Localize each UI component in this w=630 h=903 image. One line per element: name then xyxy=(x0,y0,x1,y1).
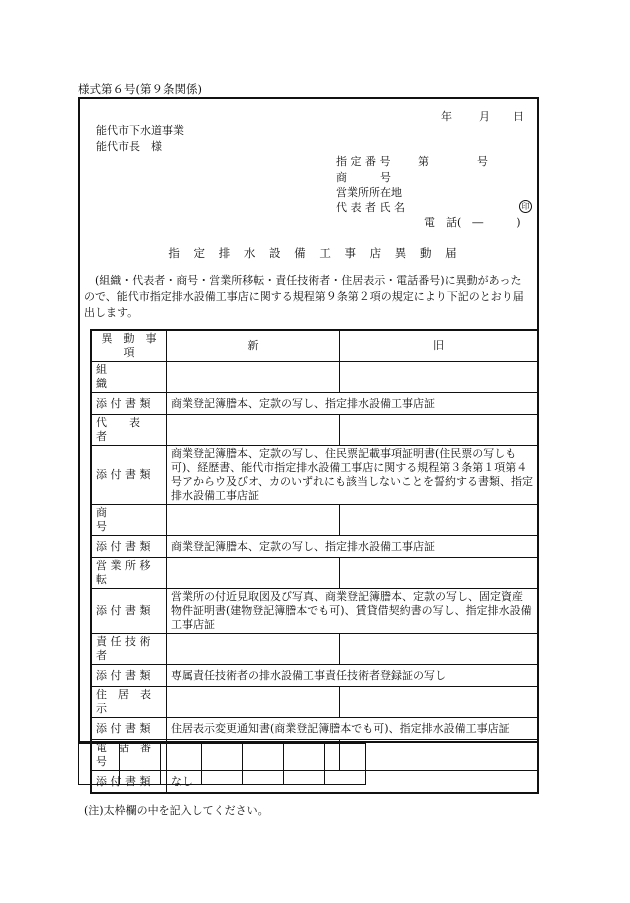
attachment-documents-text: 住居表示変更通知書(商業登記簿謄本でも可)、指定排水設備工事店証 xyxy=(167,718,539,740)
office-address-label: 営業所所在地 xyxy=(336,186,402,199)
header-new: 新 xyxy=(167,330,340,362)
old-value-cell[interactable] xyxy=(340,687,539,718)
trade-name-label: 商 号 xyxy=(336,171,391,184)
change-items-table xyxy=(90,329,539,794)
new-value-cell[interactable] xyxy=(167,687,340,718)
change-item-label: 営 業 所 移 転 xyxy=(91,558,167,589)
change-item-label: 組 織 xyxy=(91,362,167,393)
old-value-cell[interactable] xyxy=(340,558,539,589)
phone-label: 電 話( ― ) xyxy=(424,216,521,229)
header-old: 旧 xyxy=(340,330,539,362)
attachment-row xyxy=(91,393,538,415)
change-item-row xyxy=(91,634,538,665)
reception-box[interactable] xyxy=(79,744,120,785)
attachment-documents-text: 商業登記簿謄本、定款の写し、指定排水設備工事店証 xyxy=(167,536,539,558)
date-day: 日 xyxy=(513,110,524,123)
reception-box-row xyxy=(79,744,366,785)
change-item-row xyxy=(91,362,538,393)
attachment-documents-text: 営業所の付近見取図及び写真、商業登記簿謄本、定款の写し、固定資産物件証明書(建物登記簿謄本でも可)、賃貸借契約書の写し、指定排水設備工事店証 xyxy=(167,589,539,634)
new-value-cell[interactable] xyxy=(167,634,340,665)
change-item-label: 代 表 者 xyxy=(91,415,167,446)
old-value-cell[interactable] xyxy=(340,505,539,536)
attachment-label: 添 付 書 類 xyxy=(91,446,167,505)
designation-number-label: 指 定 番 号 xyxy=(336,155,391,168)
attachment-documents-text: 商業登記簿謄本、定款の写し、指定排水設備工事店証 xyxy=(167,393,539,415)
change-item-row xyxy=(91,558,538,589)
change-item-row xyxy=(91,687,538,718)
intro-paragraph: (組織・代表者・商号・営業所移転・責任技術者・住居表示・電話番号)に異動があったので、能代市指定排水設備工事店に関する規程第９条第２項の規定により下記のとおり届出します。 xyxy=(84,274,524,319)
attachment-documents-text: 専属責任技術者の排水設備工事責任技術者登録証の写し xyxy=(167,665,539,687)
reception-box[interactable] xyxy=(202,744,243,785)
addressee-line2: 能代市長 様 xyxy=(96,140,162,153)
change-item-label: 責 任 技 術 者 xyxy=(91,634,167,665)
reception-box[interactable] xyxy=(120,744,161,785)
representative-name-label: 代 表 者 氏 名 xyxy=(336,201,405,214)
date-month: 月 xyxy=(479,110,490,123)
change-item-label: 住 居 表 示 xyxy=(91,687,167,718)
table-header-row xyxy=(91,330,538,362)
attachment-label: 添 付 書 類 xyxy=(91,589,167,634)
header-item: 異 動 事 項 xyxy=(91,330,167,362)
footnote: (注)太枠欄の中を記入してください。 xyxy=(84,804,269,817)
reception-box[interactable] xyxy=(325,744,366,785)
attachment-row xyxy=(91,446,538,505)
change-item-row xyxy=(91,415,538,446)
attachment-documents-text: なし xyxy=(167,771,539,794)
reception-box[interactable] xyxy=(243,744,284,785)
table-body xyxy=(91,362,538,794)
attachment-label: 添 付 書 類 xyxy=(91,665,167,687)
new-value-cell[interactable] xyxy=(167,558,340,589)
change-item-row xyxy=(91,505,538,536)
change-item-label: 商 号 xyxy=(91,505,167,536)
old-value-cell[interactable] xyxy=(340,740,539,771)
attachment-row xyxy=(91,718,538,740)
attachment-label: 添 付 書 類 xyxy=(91,718,167,740)
attachment-row xyxy=(91,536,538,558)
addressee-line1: 能代市下水道事業 xyxy=(96,124,184,137)
attachment-documents-text: 商業登記簿謄本、定款の写し、住民票記載事項証明書(住民票の写しも可)、経歴書、能代市指定排水設備工事店に関する規程第３条第１項第４号アからウ及びオ、カのいずれにも該当しないことを誓約する書類、指定排水設備工事店証 xyxy=(167,446,539,505)
seal-mark: 印 xyxy=(519,199,532,213)
reception-box[interactable] xyxy=(161,744,202,785)
form-number-label: 様式第６号(第９条関係) xyxy=(78,82,202,96)
old-value-cell[interactable] xyxy=(340,415,539,446)
old-value-cell[interactable] xyxy=(340,634,539,665)
reception-boxes xyxy=(78,743,366,785)
attachment-row xyxy=(91,665,538,687)
attachment-label: 添 付 書 類 xyxy=(91,393,167,415)
date-year: 年 xyxy=(441,110,452,123)
designation-number-suffix: 号 xyxy=(477,155,488,168)
designation-number-prefix: 第 xyxy=(418,155,429,168)
new-value-cell[interactable] xyxy=(167,415,340,446)
new-value-cell[interactable] xyxy=(167,362,340,393)
attachment-label: 添 付 書 類 xyxy=(91,771,167,794)
change-item-label: 電 話 番 号 xyxy=(91,740,167,771)
attachment-label: 添 付 書 類 xyxy=(91,536,167,558)
old-value-cell[interactable] xyxy=(340,362,539,393)
attachment-row xyxy=(91,589,538,634)
reception-box[interactable] xyxy=(284,744,325,785)
new-value-cell[interactable] xyxy=(167,505,340,536)
document-title: 指 定 排 水 設 備 工 事 店 異 動 届 xyxy=(168,246,462,260)
